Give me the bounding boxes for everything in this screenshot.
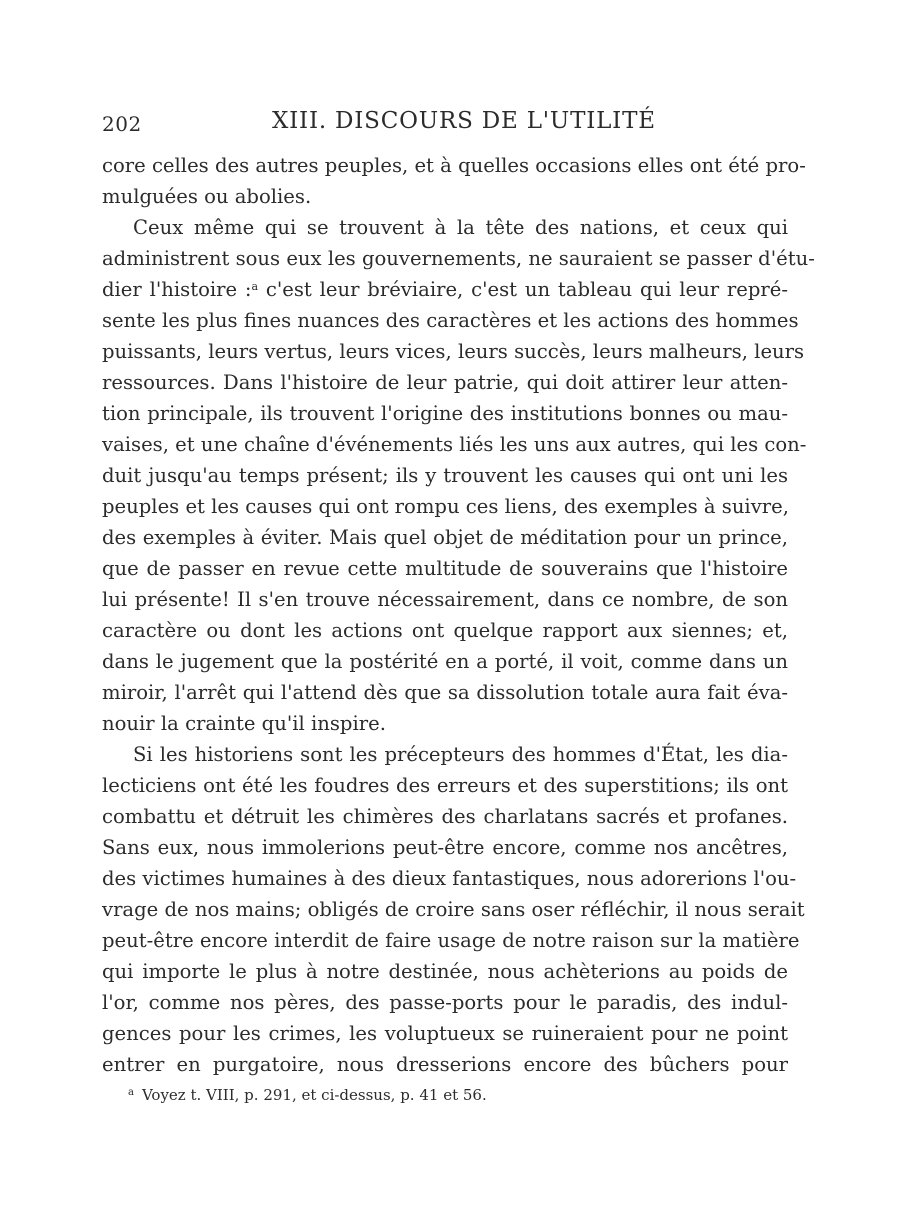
footnote bbox=[128, 1083, 688, 1107]
text-line: dans le jugement que la postérité en a porté, il voit, comme dans un bbox=[102, 650, 788, 673]
text-line: des victimes humaines à des dieux fantastiques, nous adorerions l'ou- bbox=[102, 867, 797, 890]
text-line: sente les plus fines nuances des caractères et les actions des hommes bbox=[102, 309, 799, 332]
text-line: des exemples à éviter. Mais quel objet de méditation pour un prince, bbox=[102, 526, 788, 549]
text-line: lecticiens ont été les foudres des erreurs et des superstitions; ils ont bbox=[102, 774, 788, 797]
footnote-marker: a bbox=[128, 1087, 134, 1098]
text-line: Sans eux, nous immolerions peut-être encore, comme nos ancêtres, bbox=[102, 836, 788, 859]
running-head: XIII. DISCOURS DE L'UTILITÉ bbox=[272, 108, 656, 134]
text-line: tion principale, ils trouvent l'origine des institutions bonnes ou mau- bbox=[102, 402, 788, 425]
text-line: puissants, leurs vertus, leurs vices, leurs succès, leurs malheurs, leurs bbox=[102, 340, 805, 363]
text-line: mulguées ou abolies. bbox=[102, 185, 312, 208]
text-line: Si les historiens sont les précepteurs des hommes d'État, les dia- bbox=[133, 743, 788, 766]
text-line: miroir, l'arrêt qui l'attend dès que sa dissolution totale aura fait éva- bbox=[102, 681, 788, 704]
text-line: peut-être encore interdit de faire usage de notre raison sur la matière bbox=[102, 929, 800, 952]
text-line: lui présente! Il s'en trouve nécessairement, dans ce nombre, de son bbox=[102, 588, 788, 611]
text-line: ressources. Dans l'histoire de leur patrie, qui doit attirer leur atten- bbox=[102, 371, 788, 394]
text-line: vrage de nos mains; obligés de croire sans oser réfléchir, il nous serait bbox=[102, 898, 805, 921]
text-line: que de passer en revue cette multitude de souverains que l'histoire bbox=[102, 557, 788, 580]
text-line: combattu et détruit les chimères des charlatans sacrés et profanes. bbox=[102, 805, 788, 828]
text-line: l'or, comme nos pères, des passe-ports pour le paradis, des indul- bbox=[102, 991, 788, 1014]
text-line: administrent sous eux les gouvernements, ne sauraient se passer d'étu- bbox=[102, 247, 815, 270]
page-header bbox=[102, 104, 788, 140]
page-number: 202 bbox=[102, 112, 142, 136]
text-line: core celles des autres peuples, et à quelles occasions elles ont été pro- bbox=[102, 154, 806, 177]
text-segment: c'est leur bréviaire, c'est un tableau qui leur repré- bbox=[265, 278, 788, 301]
text-line: vaises, et une chaîne d'événements liés les uns aux autres, qui les con- bbox=[102, 433, 807, 456]
body-text bbox=[102, 150, 815, 1080]
footnote-marker: a bbox=[251, 280, 259, 293]
text-line: duit jusqu'au temps présent; ils y trouvent les causes qui ont uni les bbox=[102, 464, 788, 487]
text-line-with-note bbox=[102, 274, 788, 305]
text-line: caractère ou dont les actions ont quelque rapport aux siennes; et, bbox=[102, 619, 788, 642]
text-line: gences pour les crimes, les voluptueux se ruineraient pour ne point bbox=[102, 1022, 788, 1045]
text-line: Ceux même qui se trouvent à la tête des nations, et ceux qui bbox=[133, 216, 788, 239]
text-segment: dier l'histoire : bbox=[102, 278, 252, 301]
text-line: entrer en purgatoire, nous dresserions encore des bûchers pour bbox=[102, 1053, 788, 1076]
text-line: peuples et les causes qui ont rompu ces liens, des exemples à suivre, bbox=[102, 495, 789, 518]
text-line: nouir la crainte qu'il inspire. bbox=[102, 712, 386, 735]
text-line: qui importe le plus à notre destinée, nous achèterions au poids de bbox=[102, 960, 788, 983]
footnote-text: Voyez t. VIII, p. 291, et ci-dessus, p. 41 et 56. bbox=[141, 1086, 487, 1104]
